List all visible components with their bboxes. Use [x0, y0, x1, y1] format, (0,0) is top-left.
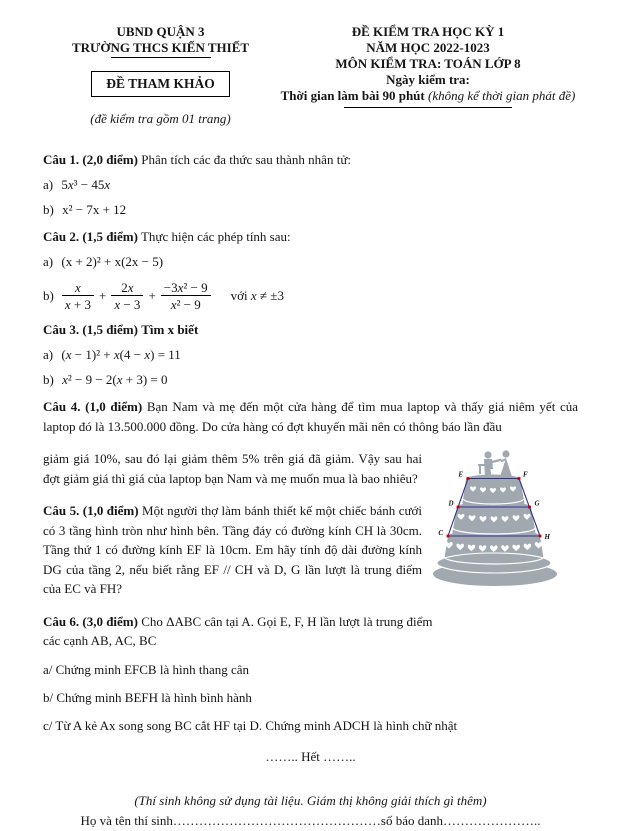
- issuer-line1: UBND QUẬN 3: [116, 24, 205, 39]
- label-F: F: [523, 470, 528, 479]
- exam-title: ĐỀ KIỂM TRA HỌC KỲ 1: [351, 24, 505, 39]
- header-right: [278, 24, 578, 127]
- fraction-1: $\frac{x}{x + 3}$: [62, 280, 94, 312]
- label-D: D: [448, 499, 454, 508]
- label-C: C: [438, 529, 443, 538]
- question-1-item-a: a) 5x³ − 45x: [43, 177, 111, 193]
- domain-condition: với x ≠ ±3: [230, 288, 284, 304]
- question-2-intro: Thực hiện các phép tính sau:: [140, 229, 291, 245]
- question-2-item-a: a) (x + 2)² + x(2x − 5): [43, 254, 164, 270]
- question-2-item-b: b) $\frac{x}{x + 3}$ + $\frac{2x}{x - 3}$ + $\frac{\text{−3x² − 9}}{\text{x² − 9}}$ với x ≠ ±3: [43, 280, 284, 313]
- question-5-label: Câu 5. (1,0 điểm): [43, 503, 139, 519]
- duration-bold: Thời gian làm bài 90 phút: [280, 88, 428, 103]
- question-2-heading: [43, 228, 578, 246]
- couple-topper-icon: [478, 451, 513, 479]
- question-6-item-c: c/ Từ A kẻ Ax song song BC cắt HF tại D. Chứng minh ADCH là hình chữ nhật: [43, 717, 458, 733]
- question-4-paragraph-2: giảm giá 10%, sau đó lại giảm thêm 5% trên giá đã giảm. Vậy sau hai đợt giảm giá thì giá của laptop bạn Nam và mẹ muốn mua là bao nhiêu?: [43, 451, 422, 486]
- cake-figure: [432, 449, 602, 607]
- subject-line: MÔN KIỂM TRA: TOÁN LỚP 8: [335, 56, 521, 71]
- question-4-label: Câu 4. (1,0 điểm): [43, 399, 143, 415]
- math-expression: 5x³ − 45x: [61, 177, 111, 193]
- question-3-item-a: a) (x − 1)² + x(4 − x) = 11: [43, 347, 181, 363]
- question-6-intro: Cho ΔABC cân tại A. Gọi E, F, H lần lượt là trung điểm các cạnh AB, AC, BC: [43, 613, 433, 649]
- question-list: [43, 151, 578, 765]
- question-6-heading: [43, 612, 441, 651]
- question-4-text-1: Bạn Nam và mẹ đến một cửa hàng để tìm mua laptop và thấy giá niêm yết của laptop đó là 13.500.000 đồng. Do cửa hàng có đợt khuyến mãi nên có thông báo lần đầu: [43, 399, 579, 434]
- question-1-heading: [43, 151, 578, 169]
- question-1-intro: Phân tích các đa thức sau thành nhân tử:: [141, 152, 351, 168]
- question-3-label: Câu 3. (1,5 điểm): [43, 322, 138, 338]
- question-6-item-b: b/ Chứng minh BEFH là hình bình hành: [43, 689, 252, 705]
- header: [43, 24, 578, 127]
- question-6-label: Câu 6. (3,0 điểm): [43, 613, 138, 629]
- question-1-label: Câu 1. (2,0 điểm): [43, 152, 138, 168]
- duration-note: (không kể thời gian phát đề): [427, 88, 576, 103]
- math-expression: x² − 9 − 2(x + 3) = 0: [62, 372, 168, 388]
- question-2-label: Câu 2. (1,5 điểm): [43, 229, 138, 245]
- duration-line: [278, 88, 578, 104]
- fraction-3: $\frac{\text{−3x² − 9}}{\text{x² − 9}}$: [161, 280, 211, 312]
- header-left: [43, 24, 278, 127]
- header-underline-right: [344, 107, 512, 108]
- exam-date-line: Ngày kiểm tra:: [386, 72, 470, 87]
- label-E: E: [458, 470, 463, 479]
- math-expression: (x − 1)² + x(4 − x) = 11: [61, 347, 181, 363]
- question-4-paragraph-1: [43, 397, 578, 436]
- fraction-2: $\frac{2x}{x - 3}$: [111, 280, 143, 312]
- label-G: G: [534, 499, 540, 508]
- math-expression: (x + 2)² + x(2x − 5): [61, 254, 164, 270]
- question-3-item-b: b) x² − 9 − 2(x + 3) = 0: [43, 372, 168, 388]
- question-3-heading: [43, 321, 578, 339]
- cake-illustration: [432, 449, 602, 607]
- question-3-intro: Tìm x biết: [141, 322, 199, 338]
- school-year: NĂM HỌC 2022-1023: [366, 40, 490, 55]
- page-count-note: (đề kiểm tra gồm 01 trang): [90, 111, 231, 127]
- question-5-text: Một người thợ làm bánh thiết kế một chiếc bánh cưới có 3 tầng hình tròn như hình bên. Tầng đáy có đường kính CH là 30cm. Tầng thứ 1 có đường kính EF là 10cm. Em hãy tính độ dài đường kính DG của tầng 2, nếu biết rằng EF // CH và D, G lần lượt là trung điểm của EC và FH?: [43, 503, 423, 597]
- end-of-exam-line: …….. Hết ……..: [265, 748, 356, 764]
- question-6-item-a: a/ Chứng minh EFCB là hình thang cân: [43, 661, 250, 677]
- footer-rules-note: (Thí sinh không sử dụng tài liệu. Giám thị không giải thích gì thêm): [134, 792, 487, 808]
- issuer-line2: TRƯỜNG THCS KIẾN THIẾT: [71, 40, 250, 55]
- candidate-name-line: Họ và tên thí sinh…………………………………………số báo danh…………………..: [80, 812, 541, 828]
- label-H: H: [544, 533, 550, 542]
- exam-code-box: ĐỀ THAM KHẢO: [91, 71, 230, 97]
- math-expression: x² − 7x + 12: [62, 202, 127, 218]
- question-1-item-b: b) x² − 7x + 12: [43, 202, 127, 218]
